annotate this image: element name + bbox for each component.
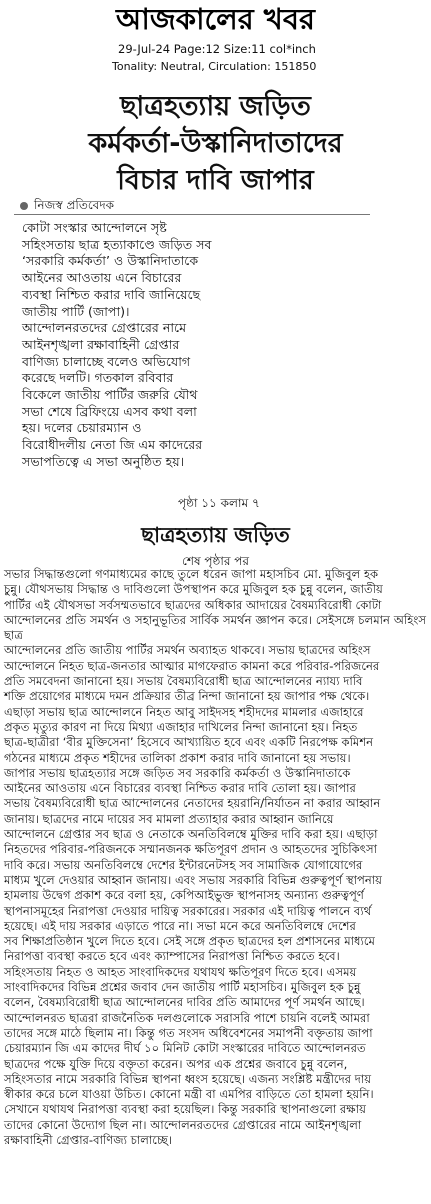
headline-line-3: বিচার দাবি জাপার (117, 165, 314, 196)
lead-paragraph: কোটা সংস্কার আন্দোলনে সৃষ্ট সহিংসতায় ছাত্র হত্যাকাণ্ডে জড়িত সব ‘সরকারি কর্মকর্তা’ ও উস্কানিদাতাকে আইনের আওতায় এনে বিচারের ব্যবস্থা নিশ্চিত করার দাবি জানিয়েছে জাতীয় পার্টি (জাপা)। আন্দোলনরতদের গ্রেপ্তারের নামে আইনশৃঙ্খলা রক্ষাবাহিনী গ্রেপ্তার বাণিজ্য চালাচ্ছে বলেও অভিযোগ করেছে দলটি। গতকাল রবিবার বিকেলে জাতীয় পার্টির জরুরি যৌথ সভা শেষে ব্রিফিংয়ে এসব কথা বলা হয়। দলের চেয়ারম্যান ও বিরোধীদলীয় নেতা জি এম কাদেরের সভাপতিত্বে এ সভা অনুষ্ঠিত হয়। (22, 220, 212, 469)
continuation-headline: ছাত্রহত্যায় জড়িত (141, 523, 290, 547)
bullet-icon (20, 202, 28, 210)
divider (14, 214, 370, 215)
byline-text: নিজস্ব প্রতিবেদক (34, 198, 115, 212)
newspaper-masthead (0, 0, 431, 40)
article-headline (0, 88, 431, 199)
masthead-name: আজকালের খবর (116, 2, 315, 36)
continuation-label: শেষ পৃষ্ঠার পর (181, 554, 249, 568)
continuation-body: সভার সিদ্ধান্তগুলো গণমাধ্যমের কাছে তুলে ধরেন জাপা মহাসচিব মো. মুজিবুল হক চুন্নু। যৌথসভায় সিদ্ধান্ত ও দাবিগুলো উপস্থাপন করে মুজিবুল হক চুন্নু বলেন, জাতীয় পার্টির এই যৌথসভা সর্বসম্মতভাবে ছাত্রদের অধিকার আদায়ের বৈষম্যবিরোধী কোটা আন্দোলনের প্রতি সমর্থন ও সহানুভূতির সার্বিক সমর্থন জ্ঞাপন করে। সেইসঙ্গে চলমান অহিংস ছাত্র আন্দোলনের প্রতি জাতীয় পার্টির সমর্থন অব্যাহত থাকবে। সভায় ছাত্রদের অহিংস আন্দোলনে নিহত ছাত্র-জনতার আত্মার মাগফেরাত কামনা করে পরিবার-পরিজনের প্রতি সমবেদনা জানানো হয়। সভায় বৈষম্যবিরোধী ছাত্র আন্দোলনের ন্যায্য দাবি শক্তি প্রয়োগের মাধ্যমে দমন প্রক্রিয়ার তীব্র নিন্দা জানানো হয় জাপার পক্ষ থেকে। এছাড়া সভায় ছাত্র আন্দোলনে নিহত আবু সাইদসহ শহীদদের মামলার এজাহারে প্রকৃত মৃত্যুর কারণ না দিয়ে মিথ্যা এজাহার দাখিলের নিন্দা জানানো হয়। নিহত ছাত্র-ছাত্রীরা ‘বীর মুক্তিসেনা’ হিসেবে আখ্যায়িত হবে এবং একটি নিরপেক্ষ কমিশন গঠনের মাধ্যমে প্রকৃত শহীদের তালিকা প্রকাশ করার দাবি জানানো হয় সভায়। জাপার সভায় ছাত্রহত্যার সঙ্গে জড়িত সব সরকারি কর্মকর্তা ও উস্কানিদাতাকে আইনের আওতায় এনে বিচারের ব্যবস্থা নিশ্চিত করার দাবি তোলা হয়। জাপার সভায় বৈষম্যবিরোধী ছাত্র আন্দোলনের নেতাদের হয়রানি/নির্যাতন না করার আহ্বান জানায়। ছাত্রদের নামে দায়ের সব মামলা প্রত্যাহার করার আহ্বান জানিয়ে আন্দোলনে গ্রেপ্তার সব ছাত্র ও নেতাকে অনতিবিলম্বে মুক্তির দাবি করা হয়। এছাড়া নিহতদের পরিবার-পরিজনকে সম্মানজনক ক্ষতিপূরণ প্রদান ও আহতদের সুচিকিৎসা দাবি করে। সভায় অনতিবিলম্বে দেশের ইন্টারনেটসহ সব সামাজিক যোগাযোগের মাধ্যম খুলে দেওয়ার আহ্বান জানায়। এবং সভায় সরকারি বিভিন্ন গুরুত্বপূর্ণ স্থাপনায় হামলায় উদ্বেগ প্রকাশ করে বলা হয়, কেপিআইভুক্ত স্থাপনাসহ অন্যান্য গুরুত্বপূর্ণ স্থাপনাসমূহের নিরাপত্তা দেওয়ার দায়িত্ব সরকারের। সরকার এই দায়িত্ব পালনে ব্যর্থ হয়েছে। এই দায় সরকার এড়াতে পারে না। সভা মনে করে অনতিবিলম্বে দেশের সব শিক্ষাপ্রতিষ্ঠান খুলে দিতে হবে। সেই সঙ্গে প্রকৃত ছাত্রদের হল প্রশাসনের মাধ্যমে নিরাপত্তা ব্যবস্থা করতে হবে এবং ক্যাম্পাসের নিরাপত্তা নিশ্চিত করতে হবে। সহিংসতায় নিহত ও আহত সাংবাদিকদের যথাযথ ক্ষতিপূরণ দিতে হবে। এসময় সাংবাদিকদের বিভিন্ন প্রশ্নের জবাব দেন জাতীয় পার্টি মহাসচিব। মুজিবুল হক চুন্নু বলেন, বৈষম্যবিরোধী ছাত্র আন্দোলনের দাবির প্রতি আমাদের পূর্ণ সমর্থন আছে। আন্দোলনরত ছাত্ররা রাজনৈতিক দলগুলোকে সরাসরি পাশে চায়নি বলেই আমরা তাদের সঙ্গে মাঠে ছিলাম না। কিন্তু গত সংসদ অধিবেশনের সমাপনী বক্তৃতায় জাপা চেয়ারম্যান জি এম কাদের দীর্ঘ ১০ মিনিট কোটা সংস্কারের দাবিতে আন্দোলনরত ছাত্রদের পক্ষে যুক্তি দিয়ে বক্তৃতা করেন। অপর এক প্রশ্নের জবাবে চুন্নু বলেন, সহিংসতার নামে সরকারি বিভিন্ন স্থাপনা ধ্বংস হয়েছে। এজন্য সংশ্লিষ্ট মন্ত্রীদের দায় স্বীকার করে চলে যাওয়া উচিত। কোনো মন্ত্রী বা এমপির বাড়িতে তো হামলা হয়নি। সেখানে যথাযথ নিরাপত্তা ব্যবস্থা করা হয়েছিল। কিন্তু সরকারি স্থাপনাগুলো রক্ষায় তাদের কোনো উদ্যোগ ছিল না। আন্দোলনরতদের গ্রেপ্তারের নামে আইনশৃঙ্খলা রক্ষাবাহিনী গ্রেপ্তার-বাণিজ্য চালাচ্ছে। (4, 567, 426, 1147)
jump-reference: পৃষ্ঠা ১১ কলাম ৭ (178, 496, 260, 510)
clip-meta-tonality: Tonality: Neutral, Circulation: 151850 (112, 60, 317, 73)
headline-line-1: ছাত্রহত্যায় জড়িত (120, 91, 311, 122)
clip-meta-date-page: 29-Jul-24 Page:12 Size:11 col*inch (118, 42, 316, 56)
headline-line-2: কর্মকর্তা-উস্কানিদাতাদের (88, 128, 343, 159)
